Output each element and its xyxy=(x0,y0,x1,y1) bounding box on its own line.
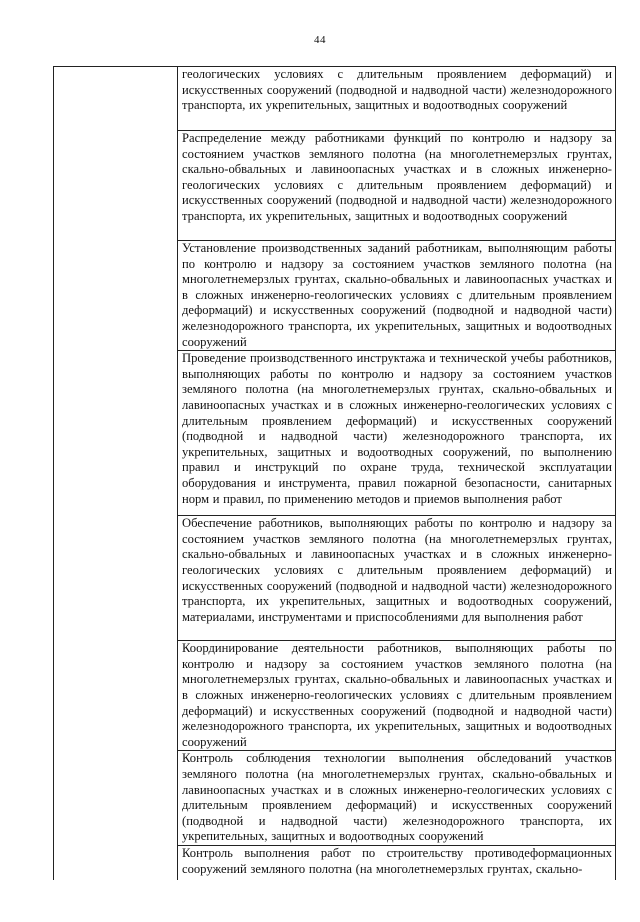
table-cell xyxy=(178,351,616,516)
table-cell xyxy=(178,641,616,751)
table-row xyxy=(54,67,616,131)
labor-action-text: геологических условиях с длительным проявлением деформаций) и искусственных сооружений (подводной и надводной части) железнодорожного транспорта, их укрепительных, защитных и водоотводных сооружений xyxy=(182,67,612,113)
labor-functions-table xyxy=(53,66,616,880)
labor-action-text: Распределение между работниками функций по контролю и надзору за состоянием участков земляного полотна (на многолетнемерзлых грунтах, скально-обвальных и лавиноопасных участках и в сложных инженерно-геологических условиях с длительным проявлением деформаций) и искусственных сооружений (подводной и надводной части) железнодорожного транспорта, их укрепительных, защитных и водоотводных сооружений xyxy=(182,131,612,223)
table-cell xyxy=(178,751,616,846)
table-cell xyxy=(178,241,616,351)
labor-action-text: Контроль соблюдения технологии выполнения обследований участков земляного полотна (на многолетнемерзлых грунтах, скально-обвальных и лавиноопасных участках и в сложных инженерно-геологических условиях с длительным проявлением деформаций) и искусственных сооружений (подводной и надводной части) железнодорожного транспорта, их укрепительных, защитных и водоотводных сооружений xyxy=(182,751,612,844)
labor-action-text: Установление производственных заданий работникам, выполняющим работы по контролю и надзору за состоянием участков земляного полотна (на многолетнемерзлых грунтах, скально-обвальных и лавиноопасных участках и в сложных инженерно-геологических условиях с длительным проявлением деформаций) и искусственных сооружений (подводной и надводной части) железнодорожного транспорта, их укрепительных, защитных и водоотводных сооружений xyxy=(182,241,612,349)
labor-action-text: Координирование деятельности работников, выполняющих работы по контролю и надзору за состоянием участков земляного полотна (на многолетнемерзлых грунтах, скально-обвальных и лавиноопасных участках и в сложных инженерно-геологических условиях с длительным проявлением деформаций) и искусственных сооружений (подводной и надводной части) железнодорожного транспорта, их укрепительных, защитных и водоотводных сооружений xyxy=(182,641,612,749)
table-cell xyxy=(178,516,616,641)
function-name-cell xyxy=(54,67,178,881)
table-cell xyxy=(178,67,616,131)
labor-action-text: Обеспечение работников, выполняющих работы по контролю и надзору за состоянием участков земляного полотна (на многолетнемерзлых грунтах, скально-обвальных и лавиноопасных участках и в сложных инженерно-геологических условиях с длительным проявлением деформаций) и искусственных сооружений (подводной и надводной части) железнодорожного транспорта, их укрепительных, защитных и водоотводных сооружений, материалами, инструментами и приспособлениями для выполнения работ xyxy=(182,516,612,624)
labor-action-text: Контроль выполнения работ по строительству противодеформационных сооружений земляного полотна (на многолетнемерзлых грунтах, скально- xyxy=(182,846,612,876)
page-number: 44 xyxy=(314,34,326,46)
table-cell xyxy=(178,131,616,241)
table-cell xyxy=(178,846,616,881)
labor-action-text: Проведение производственного инструктажа и технической учебы работников, выполняющих работы по контролю и надзору за состоянием участков земляного полотна (на многолетнемерзлых грунтах, скально-обвальных и лавиноопасных участках и в сложных инженерно-геологических условиях с длительным проявлением деформаций) и искусственных сооружений (подводной и надводной части) железнодорожного транспорта, их укрепительных, защитных и водоотводных сооружений, по выполнению правил и инструкций по охране труда, технической эксплуатации оборудования и инструмента, правил пожарной безопасности, санитарных норм и правил, по применению методов и приемов выполнения работ xyxy=(182,351,612,506)
